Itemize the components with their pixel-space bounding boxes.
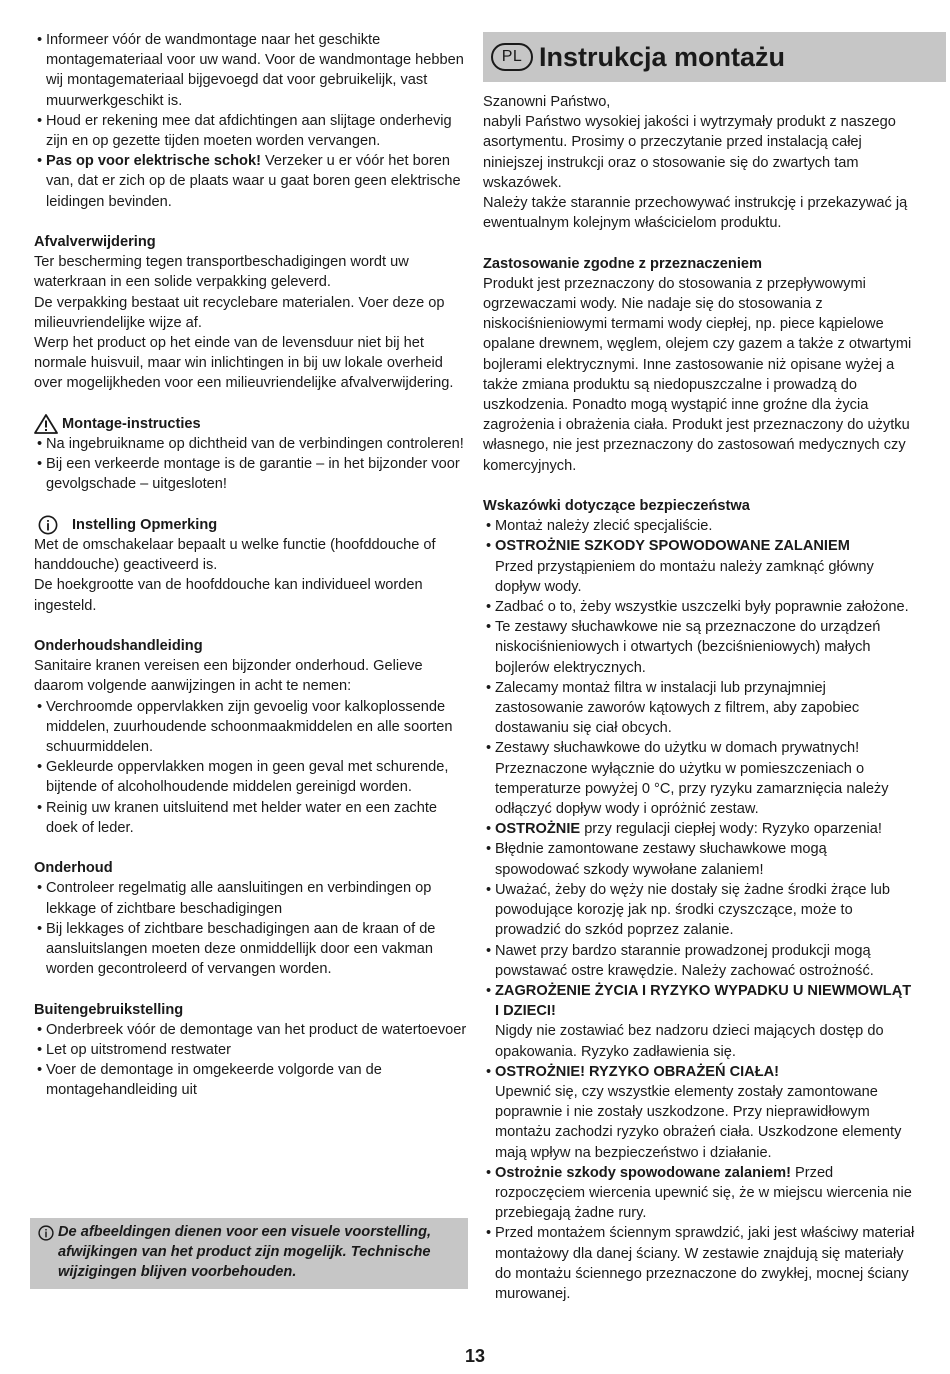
zastosowanie-heading: Zastosowanie zgodne z przeznaczeniem [483, 255, 762, 272]
buiten-section [34, 1000, 468, 1101]
right-column [483, 92, 915, 1304]
list-item: • Te zestawy słuchawkowe nie są przeznaczone do urządzeń niskociśnieniowych i otwartych (bezciśnieniowych) małych bojlerów elektrycznych. [483, 617, 915, 678]
paragraph: Ter bescherming tegen transportbeschadigingen wordt uw waterkraan in een solide verpakking geleverd. [34, 254, 409, 291]
pl-title-bar [483, 32, 946, 82]
list-item: • Informeer vóór de wandmontage naar het geschikte montagemateriaal voor uw wand. Voor de wandmontage hebben wij montagemateriaal bijgevoegd dat voor gebruikelijk, vast muurwerkgeschikt is. [34, 30, 468, 111]
list-item: • OSTROŻNIE! RYZYKO OBRAŻEŃ CIAŁA! Upewnić się, czy wszystkie elementy zostały zamontowane poprawnie i nie zostały uszkodzone. Przy nieprawidłowym montażu zachodzi ryzyko obrażeń ciała. Uszkodzone elementy mają wpływ na bezpieczeństwo i działanie. [483, 1062, 915, 1163]
buiten-heading: Buitengebruikstelling [34, 1001, 184, 1018]
greeting: Szanowni Państwo, [483, 94, 611, 110]
info-icon [38, 1225, 54, 1289]
list-item: • Reinig uw kranen uitsluitend met helder water en een zachte doek of leder. [34, 798, 468, 838]
list-item: • Ostrożnie szkody spowodowane zalaniem! Przed rozpoczęciem wiercenia upewnić się, że w miejscu wiercenia nie przebiegają żadne rury. [483, 1163, 915, 1224]
info-icon [37, 515, 59, 535]
language-badge: PL [491, 43, 533, 71]
page-title: Instrukcja montażu [539, 41, 786, 72]
wskazowki-heading: Wskazówki dotyczące bezpieczeństwa [483, 498, 750, 515]
paragraph: Met de omschakelaar bepaalt u welke functie (hoofddouche of handdouche) geactiveerd is. [34, 537, 436, 574]
list-item: • Uważać, żeby do węży nie dostały się żadne środki żrące lub powodujące korozję jak np. środki czyszczące, może to prowadzić do szkód poprzez zalanie. [483, 880, 915, 941]
onderhoudshandleiding-intro: Sanitaire kranen vereisen een bijzonder onderhoud. Gelieve daarom volgende aanwijzingen in acht te nemen: [34, 658, 423, 695]
intro-bullets [34, 30, 468, 212]
paragraph: Werp het product op het einde van de levensduur niet bij het normale huisvuil, maar win inlichtingen in bij uw lokale overheid over mogelijkheden voor een milieuvriendelijke afvalverwijdering. [34, 335, 454, 392]
list-item: • Przed montażem ściennym sprawdzić, jaki jest właściwy materiał montażowy dla danej ściany. W zestawie znajdują się materiały do montażu ściennego przeznaczone do zwykłej, mocnej ściany murowanej. [483, 1223, 915, 1304]
onderhoud-section [34, 858, 468, 979]
montage-heading: Montage-instructies [62, 415, 201, 432]
list-item: • Zadbać o to, żeby wszystkie uszczelki były poprawnie założone. [483, 597, 915, 617]
onderhoudshandleiding-section [34, 636, 468, 838]
list-item: • ZAGROŻENIE ŻYCIA I RYZYKO WYPADKU U NIEWMOWLĄT I DZIECI! Nigdy nie zostawiać bez nadzoru dzieci mających dostęp do opakowania. Ryzyko zadławienia się. [483, 981, 915, 1062]
onderhoudshandleiding-heading: Onderhoudshandleiding [34, 638, 203, 655]
afval-section [34, 232, 468, 394]
list-item: • Błędnie zamontowane zestawy słuchawkowe mogą spowodować szkody wywołane zalaniem! [483, 839, 915, 879]
onderhoud-heading: Onderhoud [34, 860, 113, 877]
list-item: • Controleer regelmatig alle aansluitingen en verbindingen op lekkage of zichtbare beschadigingen [34, 878, 468, 918]
zastosowanie-text: Produkt jest przeznaczony do stosowania z przepływowymi ogrzewaczami wody. Nie nadaje się do stosowania z niskociśnieniowymi termami wody ciepłej, np. piece kąpielowe opalane drewnem, węglem, olejem czy gazem a także z otwartymi bojlerami elektrycznymi. Inne zastosowanie niż opisane wyżej a także zmiana produktu są niedopuszczalne i prowadzą do uszkodzenia. Ponadto mogą wystąpić inne groźne dla życia zagrożenia i obrażenia ciała. Produkt jest przeznaczony do użytku własnego, nie jest przeznaczony do zastosowań medycznych czy komercyjnych. [483, 275, 912, 474]
afval-heading: Afvalverwijdering [34, 234, 156, 251]
list-item: • Na ingebruikname op dichtheid van de verbindingen controleren! [34, 434, 468, 454]
list-item: • Let op uitstromend restwater [34, 1040, 468, 1060]
list-item: • OSTROŻNIE przy regulacji ciepłej wody: Ryzyko oparzenia! [483, 819, 915, 839]
list-item: • Verchroomde oppervlakken zijn gevoelig voor kalkoplossende middelen, zuurhoudende schoonmaakmiddelen en alle soorten schuurmiddelen. [34, 697, 468, 758]
paragraph: Należy także starannie przechowywać instrukcję i przekazywać ją ewentualnym kolejnym właścicielom produktu. [483, 195, 908, 232]
paragraph: De verpakking bestaat uit recyclebare materialen. Voer deze op milieuvriendelijke wijze af. [34, 294, 445, 331]
list-item: • Nawet przy bardzo starannie prowadzonej produkcji mogą powstawać ostre krawędzie. Należy zachować ostrożność. [483, 941, 915, 981]
instelling-section [34, 515, 468, 616]
list-item: • OSTROŻNIE SZKODY SPOWODOWANE ZALANIEM Przed przystąpieniem do montażu należy zamknąć główny dopływ wody. [483, 536, 915, 597]
paragraph: nabyli Państwo wysokiej jakości i wytrzymały produkt z naszego asortymentu. Prosimy o przeczytanie przed instalacją całej niniejszej instrukcji oraz o stosowanie się do zwartych tam wskazówek. [483, 114, 896, 191]
paragraph: De hoekgrootte van de hoofddouche kan individueel worden ingesteld. [34, 577, 423, 614]
list-item: • Montaż należy zlecić specjaliście. [483, 516, 915, 536]
list-item: • Bij een verkeerde montage is de garantie – in het bijzonder voor gevolgschade – uitgesloten! [34, 454, 468, 494]
list-item: • Bij lekkages of zichtbare beschadigingen aan de kraan of de aansluitslangen moeten deze onmiddellijk door een vakman worden gecontroleerd of vervangen worden. [34, 919, 468, 980]
warning-icon [34, 414, 58, 434]
montage-section [34, 414, 468, 495]
list-item: • Pas op voor elektrische schok! Verzeker u er vóór het boren van, dat er zich op de plaats waar u gaat boren geen elektrische leidingen bevinden. [34, 151, 468, 212]
list-item: • Houd er rekening mee dat afdichtingen aan slijtage onderhevig zijn en op gezette tijden moeten worden vervangen. [34, 111, 468, 151]
list-item: • Zestawy słuchawkowe do użytku w domach prywatnych! Przeznaczone wyłącznie do użytku w pomieszczeniach o temperaturze powyżej 0 °C, przy ryzyku zamarznięcia należy odłączyć dopływ wody i opróżnić zestaw. [483, 738, 915, 819]
list-item: • Onderbreek vóór de demontage van het product de watertoevoer [34, 1020, 468, 1040]
list-item: • Gekleurde oppervlakken mogen in geen geval met schurende, bijtende of alcoholhoudende middelen gereinigd worden. [34, 757, 468, 797]
list-item: • Zalecamy montaż filtra w instalacji lub przynajmniej zastosowanie zaworów kątowych z filtrem, aby zapobiec dostawaniu się ciał obcych. [483, 678, 915, 739]
left-column [34, 30, 468, 1101]
disclaimer-text: De afbeeldingen dienen voor een visuele voorstelling, afwijkingen van het product zijn mogelijk. Technische wijzigingen blijven voorbehouden. [58, 1224, 432, 1281]
instelling-heading: Instelling Opmerking [72, 516, 218, 533]
zastosowanie-section [483, 254, 915, 476]
disclaimer-note [30, 1218, 468, 1289]
wskazowki-section [483, 496, 915, 1304]
list-item: • Voer de demontage in omgekeerde volgorde van de montagehandleiding uit [34, 1060, 468, 1100]
page-number: 13 [464, 1346, 486, 1366]
